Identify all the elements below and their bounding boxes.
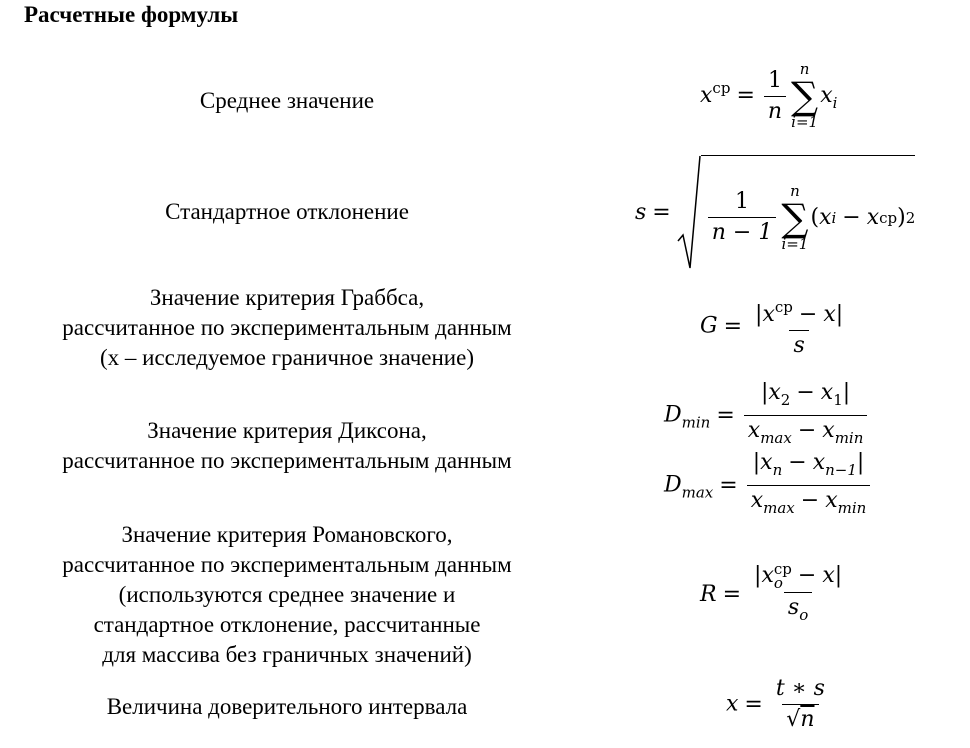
sub-n: n	[772, 461, 783, 479]
var-x: x	[822, 563, 835, 588]
sub-min: min	[837, 499, 867, 517]
var-x: x	[823, 302, 836, 327]
sub-min: min	[834, 429, 864, 447]
fraction	[708, 189, 777, 246]
formula-romanovsky: R = |x ср o − x| $s_o$	[700, 562, 849, 628]
label-std	[30, 197, 544, 227]
sub-2: 2	[780, 391, 791, 409]
fraction: $\frac{|x^{ср} - x|}{s}$	[755, 298, 844, 358]
paren-close: )	[897, 205, 906, 230]
sub-i: i	[831, 208, 837, 227]
label-romanovsky-line: (используются среднее значение и	[118, 582, 456, 607]
formula-dixon-max: $D_{max}$ = $\frac{|x_n - x_{n-1}|}{x_{max} - x_{min}}$	[664, 450, 873, 521]
sub-n-1: n−1	[825, 461, 857, 479]
sum-upper: n	[799, 60, 810, 78]
sup-cp: ср	[773, 560, 792, 578]
label-interval-text: Величина доверительного интервала	[106, 694, 468, 719]
sub-max: max	[760, 429, 792, 447]
var-r: R	[700, 582, 717, 607]
formula-grubbs: G = $\frac{|x^{ср} - x|}{s}$	[700, 294, 850, 359]
var-x: x	[812, 450, 826, 475]
label-grubbs-line: (x – исследуемое граничное значение)	[100, 345, 474, 370]
sub-min: min	[681, 413, 711, 432]
var-x: x	[819, 205, 832, 230]
minus: −	[798, 302, 818, 327]
label-romanovsky-line: стандартное отклонение, рассчитанные	[93, 612, 481, 637]
label-interval	[30, 692, 544, 722]
paren-open: (	[810, 205, 820, 230]
formula-interval: x = $\frac{t ∗ s}{√n}$	[726, 676, 832, 733]
var-s: s	[635, 200, 647, 225]
numerator: t ∗ s	[775, 676, 825, 701]
label-romanovsky	[30, 520, 544, 670]
var-x: x	[760, 450, 773, 475]
formula-dixon-min: $D_{min}$ = $\frac{|x_2 - x_1|}{x_{max} - x_{min}}$	[664, 380, 870, 451]
label-std-text: Стандартное отклонение	[165, 199, 409, 224]
var-x: x	[700, 83, 713, 108]
sub-max: max	[763, 499, 795, 517]
sup-cp: ср	[712, 79, 731, 97]
var-g: G	[700, 313, 718, 339]
square-root	[677, 155, 916, 271]
label-mean-text: Среднее значение	[199, 88, 375, 113]
sigma-icon: ∑	[781, 195, 809, 240]
label-romanovsky-line: Значение критерия Романовского,	[121, 522, 453, 547]
var-x: x	[762, 302, 775, 327]
label-dixon-line: Значение критерия Диксона,	[147, 418, 427, 443]
label-grubbs	[30, 283, 544, 373]
var-x: x	[820, 380, 834, 405]
fraction: |x ср o − x| $s_o$	[750, 562, 846, 628]
var-s: s	[787, 595, 800, 620]
label-dixon-line: рассчитанное по экспериментальным данным	[62, 448, 512, 473]
var-d: D	[664, 402, 682, 428]
var-x: x	[825, 488, 838, 513]
var-x: x	[726, 691, 739, 717]
fraction	[764, 68, 786, 125]
label-dixon	[30, 416, 544, 476]
sub-o: o	[799, 606, 809, 624]
label-romanovsky-line: для массива без граничных значений)	[102, 642, 472, 667]
var-x: x	[822, 418, 835, 443]
sum-lower: i=1	[781, 234, 809, 253]
var-x: x	[820, 83, 833, 108]
label-grubbs-line: рассчитанное по экспериментальным данным	[62, 315, 512, 340]
radical-icon	[677, 155, 701, 271]
denominator: n − 1	[711, 220, 773, 245]
sub-i: i	[832, 94, 838, 112]
sum-lower: i=1	[791, 113, 819, 131]
sigma-icon: ∑	[791, 74, 819, 118]
label-romanovsky-line: рассчитанное по экспериментальным данным	[62, 552, 512, 577]
summation	[791, 62, 818, 130]
fraction: $\frac{|x_n - x_{n-1}|}{x_{max} - x_{min}}$	[747, 450, 871, 521]
fraction	[772, 676, 829, 733]
sub-o: o	[773, 574, 783, 592]
minus: −	[797, 563, 817, 588]
sqrt-icon: √	[786, 707, 801, 732]
denominator: n	[767, 98, 783, 124]
sub-max: max	[681, 483, 714, 502]
sup-cp: ср	[774, 298, 793, 316]
denominator: s	[793, 333, 805, 358]
numerator: 1	[767, 67, 782, 93]
numerator: 1	[735, 189, 750, 214]
sup-cp: ср	[879, 208, 898, 227]
summation	[781, 181, 809, 253]
var-d: D	[664, 472, 682, 498]
formula-mean: $x^{ср}$ = $\frac{1}{n}$ n ∑ i=1 $x_i$	[700, 60, 838, 131]
var-x: x	[750, 488, 764, 513]
formula-std: s = $\frac{1}{n - 1}$ n ∑ i=1 ( x i − x ср ) 2	[635, 155, 915, 271]
var-x: x	[768, 380, 781, 405]
var-x: x	[866, 205, 880, 230]
var-x: x	[761, 563, 774, 588]
var-x: x	[747, 418, 761, 443]
page-title: Расчетные формулы	[24, 2, 239, 27]
sum-upper: n	[790, 181, 800, 200]
power: 2	[905, 208, 916, 227]
label-grubbs-line: Значение критерия Граббса,	[149, 285, 425, 310]
minus: −	[842, 205, 861, 230]
label-mean	[30, 86, 544, 116]
denominator: n	[800, 707, 815, 732]
fraction: $\frac{|x_2 - x_1|}{x_{max} - x_{min}}$	[744, 380, 868, 451]
sub-1: 1	[833, 391, 843, 409]
